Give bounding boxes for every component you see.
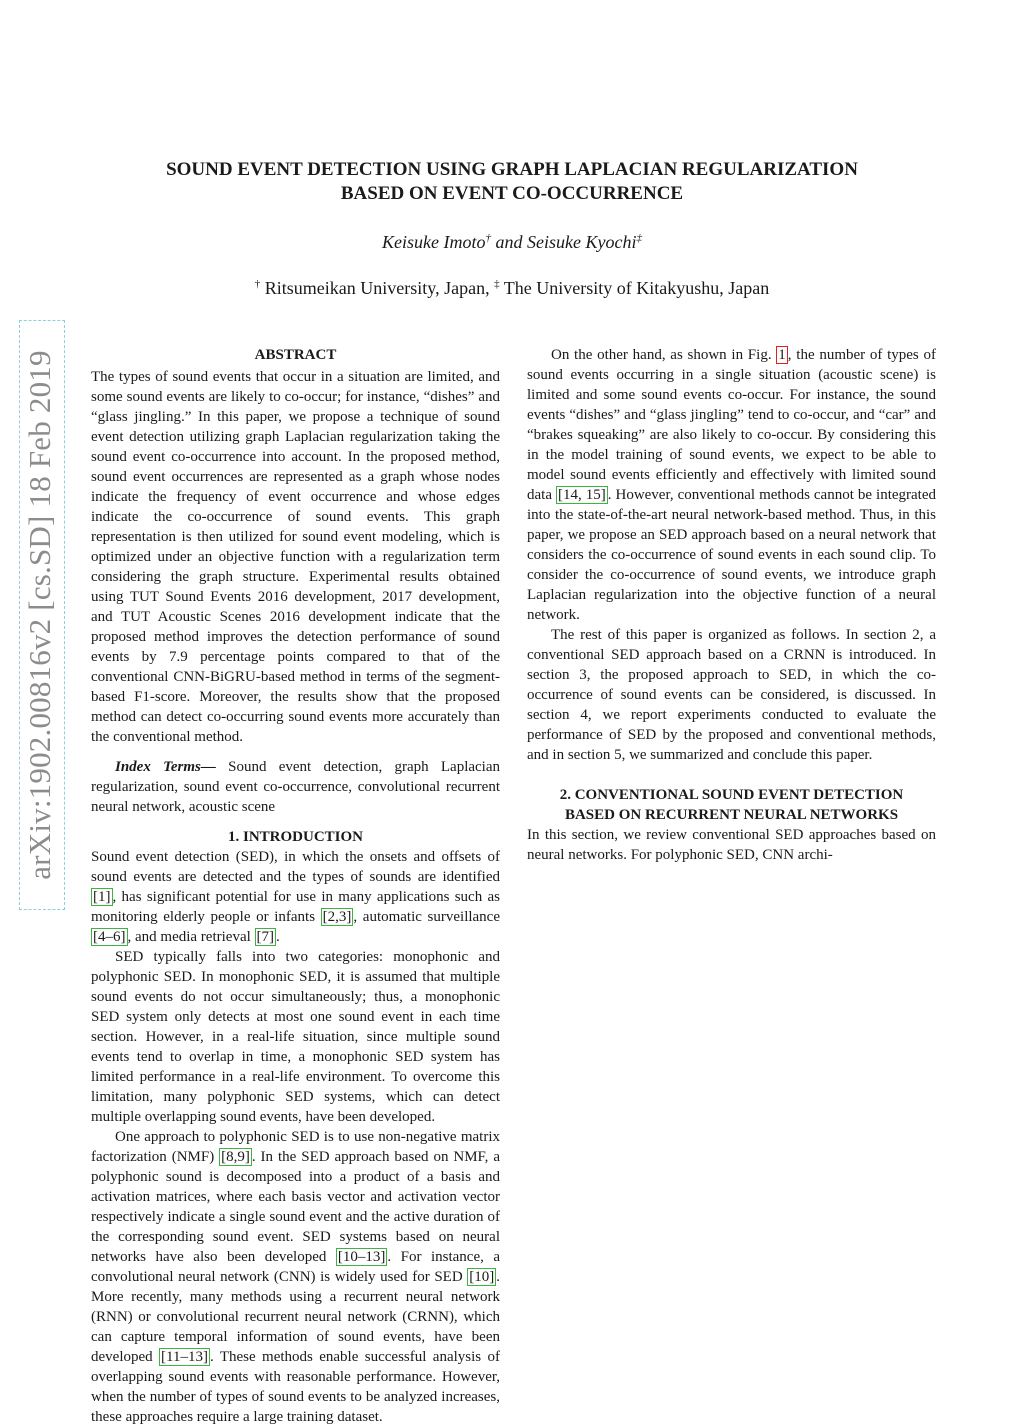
paper-title (100, 158, 924, 206)
citation-link[interactable]: [10–13] (337, 1249, 386, 1265)
affiliation-ritsumeikan: Ritsumeikan University, Japan, (260, 278, 495, 298)
arxiv-identifier[interactable]: arXiv:1902.00816v2 [cs.SD] 18 Feb 2019 (22, 350, 57, 880)
intro-p1-text-c: , automatic surveillance (353, 909, 500, 925)
section-2-heading (527, 785, 936, 825)
intro-paragraph-1 (91, 847, 500, 947)
section-2-paragraph-1: In this section, we review conventional SED approaches based on neural networks. For polyphonic SED, CNN archi- (527, 827, 936, 863)
author-conjunction: and (491, 232, 527, 252)
citation-link[interactable]: [1] (93, 889, 111, 905)
author-imoto: Keisuke Imoto (382, 232, 486, 252)
intro-p1-text-d: , and media retrieval (127, 929, 255, 945)
index-terms-text: Sound event detection, graph Laplacian regularization, sound event co-occurrence, convolutional recurrent neural network, acoustic scene (91, 759, 500, 815)
left-column (91, 345, 500, 1427)
intro-p1-text-a: Sound event detection (SED), in which the onsets and offsets of sound events are detected and the types of sounds are identified (91, 849, 500, 885)
author-list (100, 232, 924, 253)
figure-link[interactable]: 1 (778, 347, 786, 363)
citation-link[interactable]: [14, 15] (557, 487, 606, 503)
citation-link[interactable]: [7] (256, 929, 275, 945)
affiliation-mark-1: † (254, 278, 261, 290)
intro-p4-text-a: On the other hand, as shown in Fig. (551, 347, 777, 363)
right-column (527, 345, 936, 865)
title-line-1: SOUND EVENT DETECTION USING GRAPH LAPLACIAN REGULARIZATION (166, 159, 858, 180)
intro-p3-text-a: One approach to polyphonic SED is to use non-negative matrix factorization (NMF) (91, 1129, 500, 1165)
affiliation-mark-2: ‡ (494, 278, 500, 290)
intro-p3-text-c: . For instance, a convolutional neural network (CNN) is widely used for SED (91, 1249, 501, 1285)
affiliations (100, 278, 924, 299)
double-dagger-mark: ‡ (636, 232, 642, 244)
intro-p1-text-b: , has significant potential for use in many applications such as monitoring elderly people or infants (91, 889, 500, 925)
citation-link[interactable]: [2,3] (322, 909, 352, 925)
affiliation-kitakyushu: The University of Kitakyushu, Japan (499, 278, 770, 298)
intro-p4-text-c: . However, conventional methods cannot be integrated into the state-of-the-art neural network-based method. Thus, in this paper, we propose an SED approach based on a neural network that considers the co-occurrence of sound events in each sound clip. To consider the co-occurrence of sound events, we introduce graph Laplacian regularization into the objective function of a neural network. (527, 487, 937, 623)
title-line-2: BASED ON EVENT CO-OCCURRENCE (340, 183, 684, 204)
citation-link[interactable]: [11–13] (161, 1349, 208, 1365)
author-kyochi: Seisuke Kyochi (527, 232, 637, 252)
intro-paragraph-4 (527, 345, 936, 625)
section-1-heading: 1. INTRODUCTION (227, 829, 363, 845)
intro-p3-text-b: . In the SED approach based on NMF, a polyphonic sound is decomposed into a product of a basis and activation matrices, where each basis vector and activation vector respectively indicate a single sound event and the active duration of the corresponding sound event. SED systems based on neural networks have also been developed (91, 1149, 501, 1265)
section-2-heading-line-2: BASED ON RECURRENT NEURAL NETWORKS (564, 807, 899, 823)
citation-link[interactable]: [4–6] (93, 929, 126, 945)
intro-p3-text-d: . More recently, many methods using a recurrent neural network (RNN) or convolutional recurrent neural network (CRNN), which can capture temporal information of sound events, have been developed (91, 1269, 500, 1365)
intro-paragraph-3 (91, 1127, 500, 1427)
abstract-heading: ABSTRACT (254, 347, 337, 363)
section-2-heading-line-1: 2. CONVENTIONAL SOUND EVENT DETECTION (559, 787, 904, 803)
intro-p4-text-b: , the number of types of sound events occurring in a single situation (acoustic scene) is limited and some sound events co-occur. For instance, the sound events “dishes” and “glass jingling” tend to co-occur, and “car” and “brakes squeaking” are also likely to co-occur. By considering this in the model training of sound events, we expect to be able to model sound events efficiently and effectively with limited sound data (527, 347, 936, 503)
intro-p3-text-e: . These methods enable successful analysis of overlapping sound events with reasonable performance. However, when the number of types of sound events to be analyzed increases, these approaches require a large training dataset. (91, 1349, 501, 1425)
dagger-mark: † (485, 232, 491, 244)
intro-paragraph-5: The rest of this paper is organized as follows. In section 2, a conventional SED approach based on a CRNN is introduced. In section 3, the proposed approach to SED, in which the co-occurrence of sound events can be considered, is discussed. In section 4, we report experiments conducted to evaluate the performance of SED by the proposed and conventional methods, and in section 5, we summarized and conclude this paper. (527, 627, 936, 763)
abstract-text: The types of sound events that occur in a situation are limited, and some sound events are likely to co-occur; for instance, “dishes” and “glass jingling.” In this paper, we propose a technique of sound event detection utilizing graph Laplacian regularization taking the sound event co-occurrence into account. In the proposed method, sound event occurrences are represented as a graph whose nodes indicate the frequency of event occurrence and whose edges indicate the co-occurrence of sound events. This graph representation is then utilized for sound event modeling, which is optimized under an objective function with a regularization term considering the graph structure. Experimental results obtained using TUT Sound Events 2016 development, 2017 development, and TUT Acoustic Scenes 2016 development indicate that the proposed method improves the detection performance of sound events by 7.9 percentage points compared to that of the conventional CNN-BiGRU-based method in terms of the segment-based F1-score. Moreover, the results show that the proposed method can detect co-occurring sound events more accurately than the conventional method. (91, 369, 500, 745)
index-terms (91, 757, 500, 817)
index-terms-label: Index Terms— (115, 759, 216, 775)
intro-p1-text-e: . (276, 929, 280, 945)
citation-link[interactable]: [10] (469, 1269, 495, 1285)
intro-paragraph-2: SED typically falls into two categories: monophonic and polyphonic SED. In monophonic SED, it is assumed that multiple sound events do not occur simultaneously; thus, a monophonic SED system only detects at most one sound event in each time section. However, in a real-life situation, since multiple sound events tend to overlap in time, a monophonic SED system has limited performance in a real-life environment. To overcome this limitation, many polyphonic SED systems, which can detect multiple overlapping sound events, have been developed. (91, 949, 500, 1125)
citation-link[interactable]: [8,9] (221, 1149, 250, 1165)
